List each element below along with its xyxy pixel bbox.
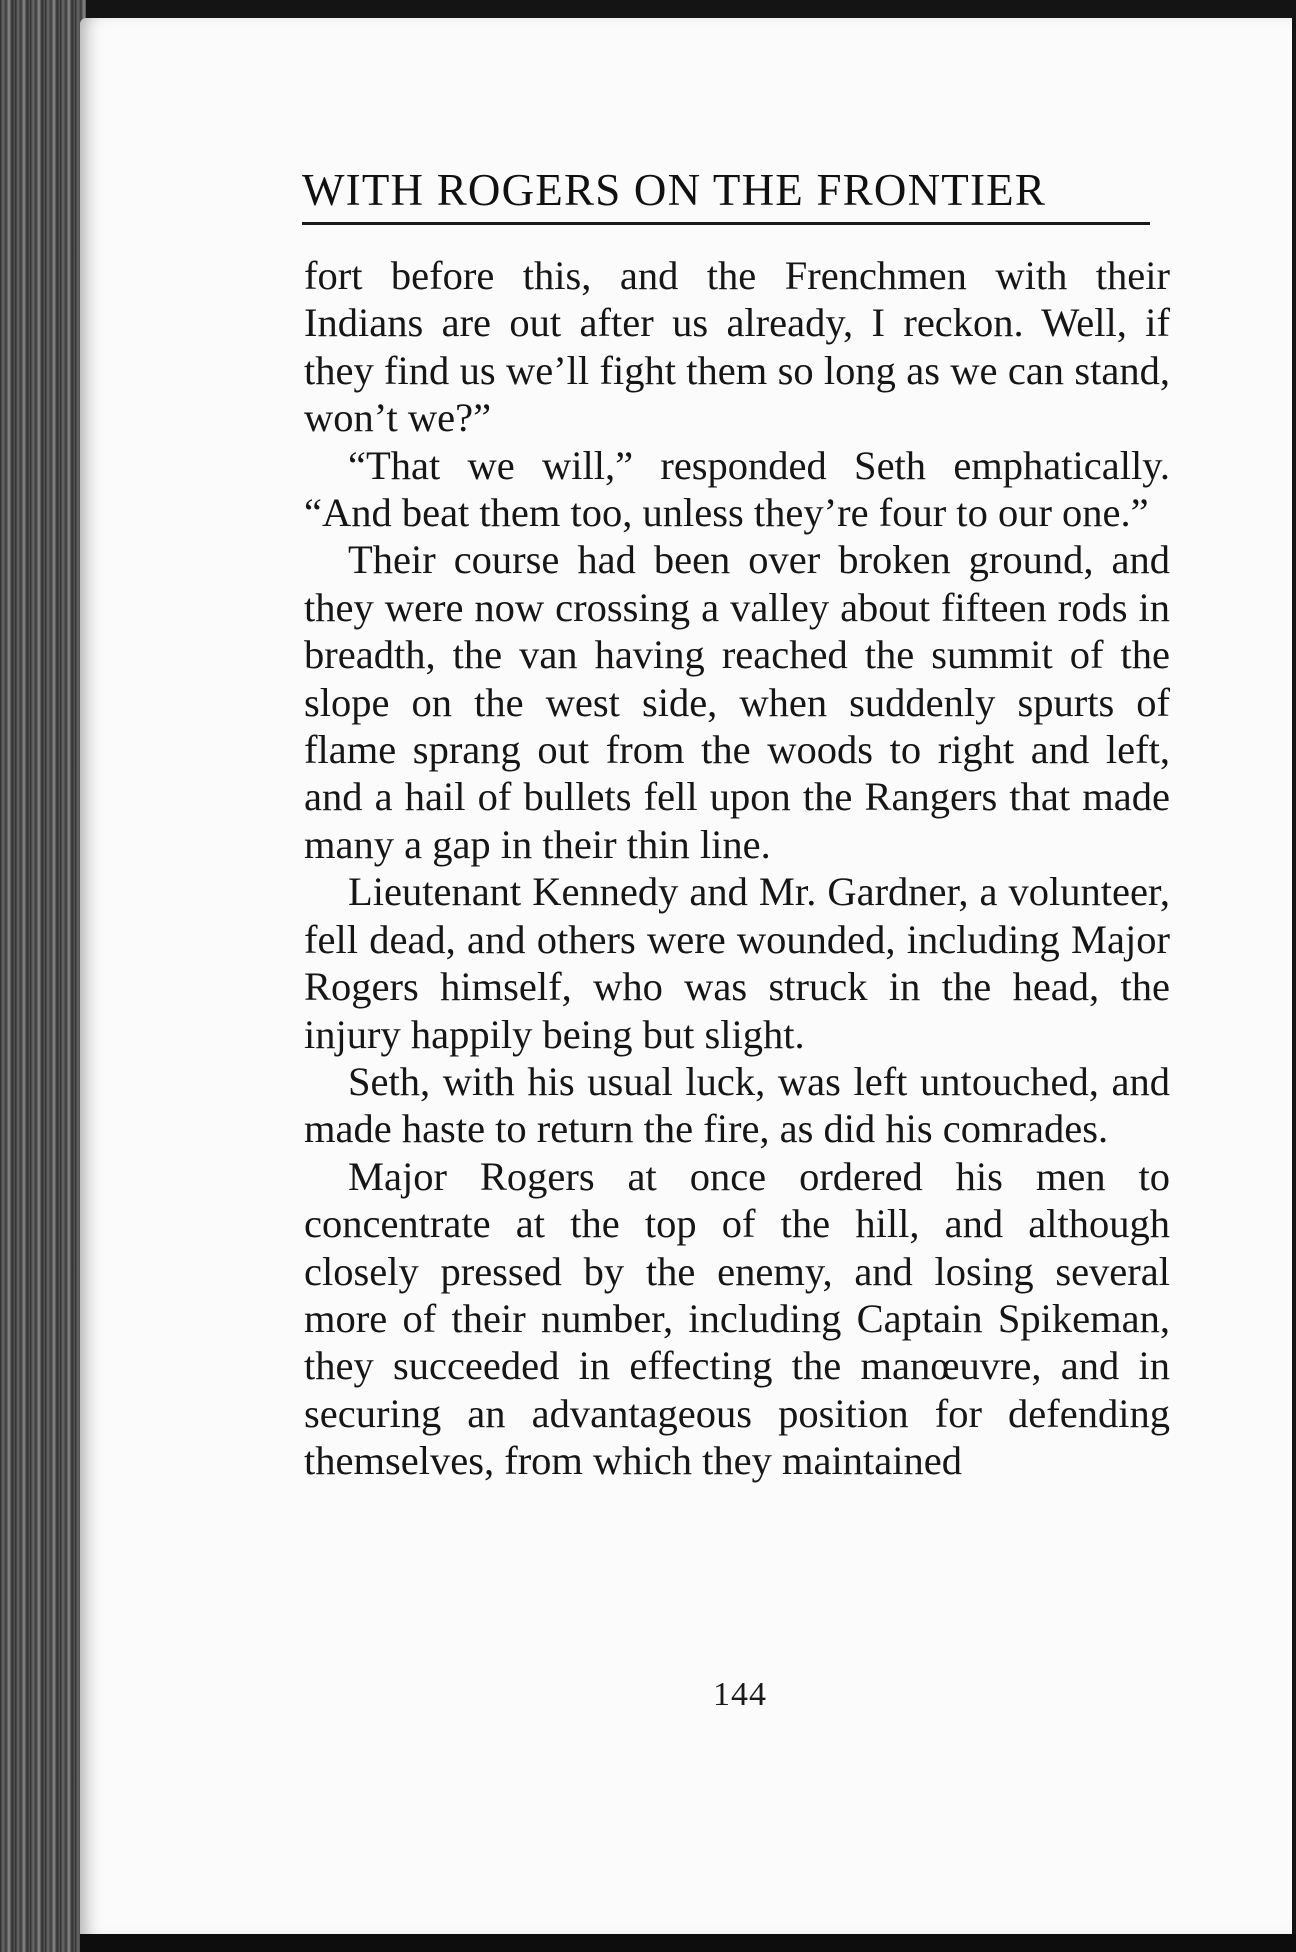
- page-bottom-shadow: [80, 1934, 1296, 1952]
- body-text: [304, 252, 1170, 1485]
- paragraph: Major Rogers at once ordered his men to concentrate at the top of the hill, and although closely pressed by the enemy, and losing several more of their number, including Captain Spikeman, they succeeded in effecting the manœuvre, and in securing an advantageous position for defending themselves, from which they maintained: [304, 1153, 1170, 1484]
- paragraph: Their course had been over broken ground, and they were now crossing a valley about fifteen rods in breadth, the van having reached the summit of the slope on the west side, when suddenly spurts of flame sprang out from the woods to right and left, and a hail of bullets fell upon the Rangers that made many a gap in their thin line.: [304, 537, 1170, 867]
- paragraph: Seth, with his usual luck, was left untouched, and made haste to return the fire, as did his comrades.: [304, 1058, 1170, 1152]
- page-number: 144: [713, 1676, 767, 1713]
- book-spine-edge: [0, 0, 86, 1952]
- paragraph: “That we will,” responded Seth emphatically. “And beat them too, unless they’re four to our one.”: [304, 442, 1170, 536]
- running-head: WITH ROGERS ON THE FRONTIER: [302, 165, 1047, 215]
- header-rule: [302, 222, 1150, 225]
- paragraph: fort before this, and the Frenchmen with their Indians are out after us already, I reckon. Well, if they find us we’ll fight them so long as we can stand, won’t we?”: [304, 253, 1170, 441]
- paragraph: Lieutenant Kennedy and Mr. Gardner, a volunteer, fell dead, and others were wounded, including Major Rogers himself, who was struck in the head, the injury happily being but slight.: [304, 869, 1170, 1057]
